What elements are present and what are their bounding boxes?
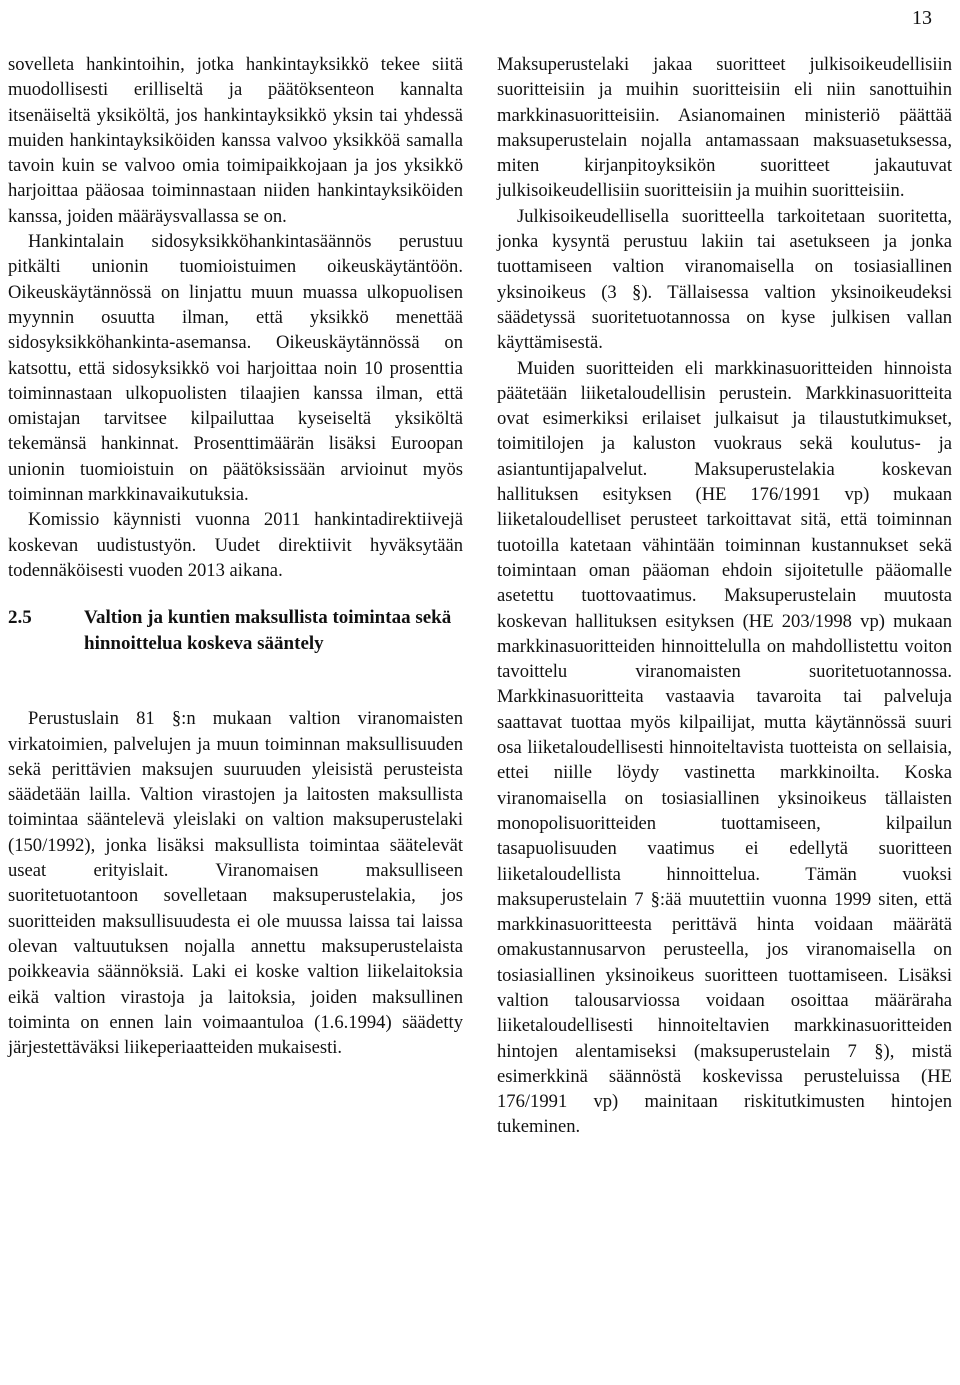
page-number: 13 (912, 7, 932, 29)
paragraph: Maksuperustelaki jakaa suoritteet julkisoikeudellisiin suoritteisiin ja muihin suoritteisiin eli niin sanottuihin markkinasuoritteisiin. Asianomainen ministeriö päättää maksuperustelain nojalla antamassaan maksuasetuksessa, miten kirjanpitoyksikön suoritteet jakautuvat julkisoikeudellisiin suoritteisiin ja muihin suoritteisiin. (497, 54, 952, 202)
document-body (8, 52, 952, 1140)
paragraph: sovelleta hankintoihin, jotka hankintayksikkö tekee siitä muodollisesti erilliseltä ja päätöksenteon kannalta itsenäiseltä yksiköltä, jos hankintayksikkö yksin tai yhdessä muiden hankintayksiköiden kanssa valvoo yksikköä samalla tavoin kuin se valvoo omia toimipaikkojaan ja jos yksikkö harjoittaa pääosaa toiminnastaan niiden hankintayksiköiden kanssa, joiden määräysvallassa se on. (8, 54, 463, 227)
right-column (497, 52, 952, 1140)
section-number: 2.5 (8, 607, 32, 629)
left-column (8, 52, 463, 1140)
paragraph: Julkisoikeudellisella suoritteella tarkoitetaan suoritetta, jonka kysyntä perustuu lakiin tai asetukseen ja jonka tuottamiseen valtion viranomaisella on tosiasiallinen yksinoikeus (3 §). Tällaisessa valtion yksinoikeudeksi säädetyssä suoritetuotannossa on kyse julkisen vallan käyttämisestä. (497, 205, 952, 354)
section-title: Valtion ja kuntien maksullista toimintaa sekä hinnoittelua koskeva sääntely (84, 607, 452, 654)
paragraph: Perustuslain 81 §:n mukaan valtion viranomaisten virkatoimien, palvelujen ja muun toiminnan maksullisuuden sekä perittävien maksujen suuruuden yleisistä perusteista säädetään lailla. Valtion virastojen ja laitosten maksullista toimintaa sääntelevä yleislaki on valtion maksuperustelaki (150/1992), jonka lisäksi maksullista toimintaa säätelevät useat erityislait. Viranomaisen maksulliseen suoritetuotantoon sovelletaan maksuperustelakia, jos suoritteiden maksullisuudesta ei ole muussa laissa tai laissa olevan valtuutuksen nojalla annettu maksuperustelaista poikkeavia säännöksiä. Laki ei koske valtion liikelaitoksia eikä valtion virastoja ja laitoksia, joiden maksullinen toiminta on ennen lain voimaantuloa (1.6.1994) säädetty järjestettäväksi liikeperiaatteiden mukaisesti. (8, 708, 463, 1059)
paragraph: Hankintalain sidosyksikköhankintasäännös perustuu pitkälti unionin tuomioistuimen oikeuskäytäntöön. Oikeuskäytännössä on linjattu muun muassa ulkopuolisen myynnin osuutta ilman, että yksikkö menettää sidosyksikköhankinta-asemansa. Oikeuskäytännössä on katsottu, että sidosyksikkö voi harjoittaa noin 10 prosenttia toiminnastaan ulkopuolisten tilaajien kanssa ilman, että omistajan tarvitsee kilpailuttaa kyseiseltä yksiköltä tekemänsä hankinnat. Prosenttimäärän lisäksi Euroopan unionin tuomioistuin on päätöksissään arvioinut myös toiminnan markkinavaikutuksia. (8, 231, 463, 506)
paragraph: Muiden suoritteiden eli markkinasuoritteiden hinnoista päätetään liiketaloudellisin perustein. Markkinasuoritteita ovat esimerkiksi erilaiset julkaisut ja tilaustutkimukset, toimitilojen ja kaluston vuokraus sekä koulutus- ja asiantuntijapalvelut. Maksuperustelakia koskevan hallituksen esityksen (HE 176/1991 vp) mukaan liiketaloudelliset perusteet tarkoittavat sitä, että toiminnan tuotoilla katetaan vähintään toiminnan kustannukset sekä toimintaan oman pääoman ehdoin sijoitetulle pääomalle asetettu tuottovaatimus. Maksuperustelain muutosta koskevan hallituksen esityksen (HE 203/1998 vp) mukaan markkinasuoritteiden hinnoittelulla on mahdollistettu voiton tavoittelu viranomaisten suoritetuotannossa. Markkinasuoritteita vastaavia tavaroita tai palveluja saattavat tuottaa myös kilpailijat, mutta käytännössä suuri osa liiketaloudellisesti hinnoiteltavista tuotteista on sellaisia, ettei niille löydy vastinetta markkinoilta. Koska viranomaisella on tosiasiallinen yksinoikeus tällaisten monopolisuoritteiden tuottamiseen, kilpailun tasapuolisuuden vaatimus ei edellytä suoritteen liiketaloudellista hinnoittelua. Tämän vuoksi maksuperustelain 7 §:ää muutettiin vuonna 1999 siten, että markkinasuoritteesta perittävä hinta voidaan määrätä omakustannusarvon perusteella, jos viranomaisella on tosiasiallinen yksinoikeus suoritteen tuottamiseen. Lisäksi valtion talousarviossa voidaan osoittaa määräraha liiketaloudellisesti hinnoiteltavien markkinasuoritteiden hintojen alentamiseksi (maksuperustelain 7 §), mistä esimerkkinä säännöstä koskevissa perusteluissa (HE 176/1991 vp) mainitaan riskitutkimusten hintojen tukeminen. (497, 357, 952, 1138)
section-heading (8, 605, 463, 656)
paragraph: Komissio käynnisti vuonna 2011 hankintadirektiivejä koskevan uudistustyön. Uudet direktiivit hyväksytään todennäköisesti vuoden 2013 aikana. (8, 509, 463, 581)
